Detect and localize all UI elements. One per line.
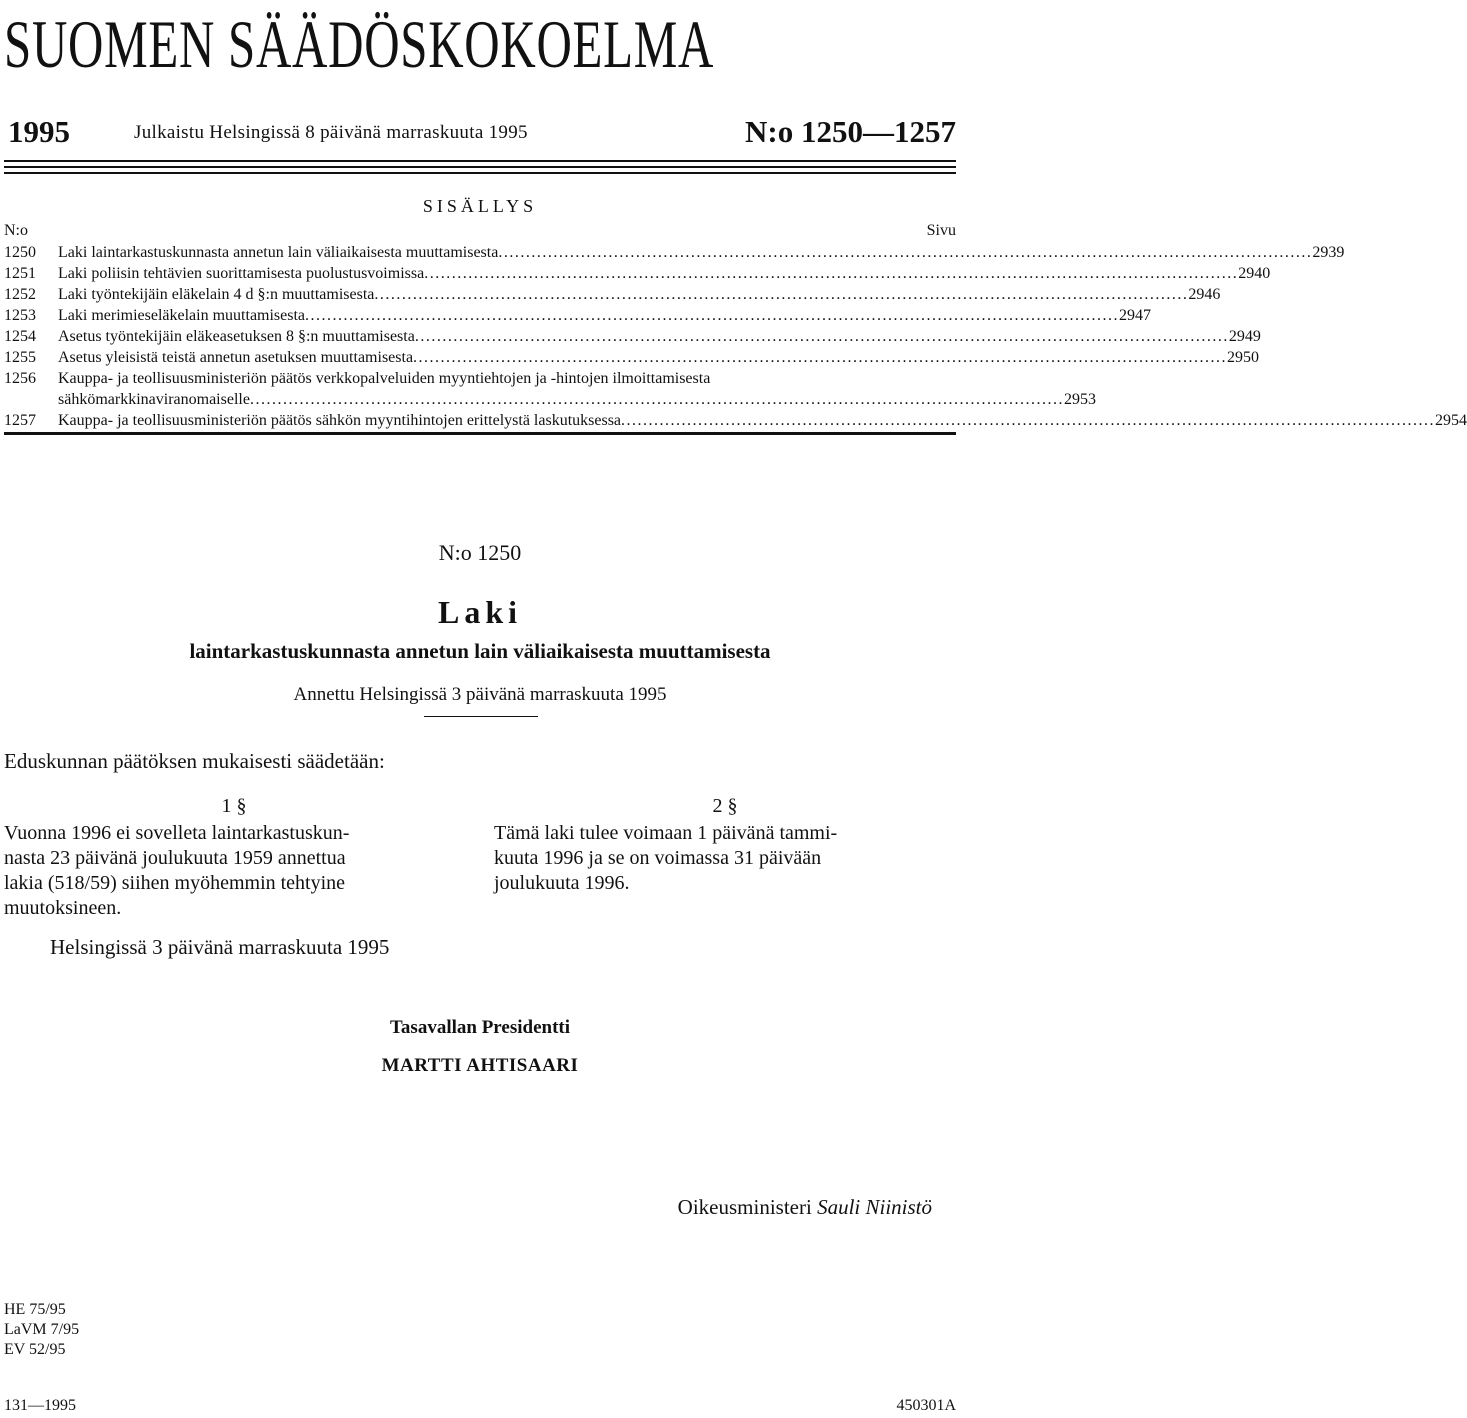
contents-item-number: 1253 bbox=[4, 307, 36, 324]
contents-col-number: N:o bbox=[4, 222, 28, 239]
contents-item-title: Laki poliisin tehtävien suorittamisesta puolustusvoimissa bbox=[58, 265, 425, 282]
contents-item-page: 2950 bbox=[1227, 349, 1260, 366]
issue-number-range: N:o 1250—1257 bbox=[745, 114, 956, 149]
publication-row bbox=[8, 112, 956, 152]
minister-title: Oikeusministeri bbox=[677, 1195, 812, 1219]
publication-year: 1995 bbox=[8, 114, 70, 149]
contents-item[interactable] bbox=[4, 410, 1467, 431]
contents-item-title: Laki merimieseläkelain muuttamisesta bbox=[58, 307, 306, 324]
section-line: Tämä laki tulee voimaan 1 päivänä tammi- bbox=[494, 822, 838, 844]
contents-column-headers bbox=[4, 220, 956, 242]
act-title: laintarkastuskunnasta annetun lain väliaikaisesta muuttamisesta bbox=[189, 639, 771, 663]
contents-item[interactable] bbox=[4, 305, 1152, 326]
reference-item: EV 52/95 bbox=[4, 1341, 66, 1358]
contents-item[interactable] bbox=[4, 284, 1221, 305]
contents-item[interactable] bbox=[4, 263, 1271, 284]
section-line: muutoksineen. bbox=[4, 897, 122, 919]
header-rule-3 bbox=[4, 172, 956, 174]
contents-item[interactable] bbox=[4, 242, 1345, 263]
contents-item-number: 1251 bbox=[4, 265, 36, 282]
signing-place-date: Helsingissä 3 päivänä marraskuuta 1995 bbox=[50, 935, 390, 959]
contents-item-number: 1254 bbox=[4, 328, 36, 345]
contents-item-number: 1255 bbox=[4, 349, 36, 366]
contents-item-page: 2953 bbox=[1063, 391, 1096, 408]
dot-leader: .................................................................................................................................................... bbox=[413, 349, 1228, 366]
section-heading: 2 § bbox=[712, 795, 738, 817]
contents-item-title: Kauppa- ja teollisuusministeriön päätös sähkön myyntihintojen erittelystä laskutuksessa bbox=[58, 412, 622, 429]
section-line: lakia (518/59) siihen myöhemmin tehtyine bbox=[4, 872, 346, 894]
section-2 bbox=[494, 792, 956, 896]
contents-item-title: Laki työntekijäin eläkelain 4 d §:n muuttamisesta bbox=[58, 286, 375, 303]
contents-item-number: 1250 bbox=[4, 244, 36, 261]
header-rule-2 bbox=[4, 166, 956, 168]
dot-leader: .................................................................................................................................................... bbox=[424, 265, 1239, 282]
dot-leader: .................................................................................................................................................... bbox=[305, 307, 1120, 324]
section-line: nasta 23 päivänä joulukuuta 1959 annettua bbox=[4, 847, 346, 869]
contents-item-page: 2939 bbox=[1312, 244, 1345, 261]
contents-item-page: 2946 bbox=[1188, 286, 1221, 303]
dot-leader: .................................................................................................................................................... bbox=[249, 391, 1064, 408]
dot-leader: .................................................................................................................................................... bbox=[374, 286, 1189, 303]
contents-item-page: 2940 bbox=[1238, 265, 1271, 282]
contents-item-title: Laki laintarkastuskunnasta annetun lain väliaikaisesta muuttamisesta bbox=[58, 244, 499, 261]
contents-item-page: 2947 bbox=[1119, 307, 1152, 324]
enacting-clause: Eduskunnan päätöksen mukaisesti säädetään: bbox=[4, 749, 385, 773]
reference-item: HE 75/95 bbox=[4, 1301, 66, 1318]
contents-item-number: 1256 bbox=[4, 370, 36, 387]
act-type: Laki bbox=[437, 594, 523, 630]
contents-item-page: 2949 bbox=[1228, 328, 1261, 345]
legislative-references bbox=[4, 1300, 79, 1360]
minister-signature bbox=[678, 1192, 932, 1222]
contents-item-title: Asetus yleisistä teistä annetun asetuksen muuttamisesta bbox=[58, 349, 414, 366]
contents-item-number: 1252 bbox=[4, 286, 36, 303]
contents-item[interactable] bbox=[4, 368, 1096, 410]
contents-col-page: Sivu bbox=[926, 222, 956, 239]
reference-item: LaVM 7/95 bbox=[4, 1321, 80, 1338]
minister-name: Sauli Niinistö bbox=[817, 1195, 932, 1219]
president-title: Tasavallan Presidentti bbox=[390, 1017, 570, 1038]
dot-leader: .................................................................................................................................................... bbox=[498, 244, 1313, 261]
contents-item[interactable] bbox=[4, 326, 1261, 347]
act-number: N:o 1250 bbox=[438, 540, 522, 565]
contents-item[interactable] bbox=[4, 347, 1260, 368]
dot-leader: .................................................................................................................................................... bbox=[414, 328, 1229, 345]
act-title-rule bbox=[424, 716, 538, 717]
section-1 bbox=[4, 792, 464, 921]
section-heading: 1 § bbox=[221, 795, 247, 817]
act-given-date: Annettu Helsingissä 3 päivänä marraskuuta 1995 bbox=[293, 684, 667, 705]
contents-item-title: Asetus työntekijäin eläkeasetuksen 8 §:n muuttamisesta bbox=[58, 328, 415, 345]
contents-title: SISÄLLYS bbox=[422, 196, 538, 216]
header-rule-1 bbox=[4, 160, 956, 162]
contents-end-rule bbox=[4, 432, 956, 435]
contents-list bbox=[4, 242, 1467, 431]
section-line: kuuta 1996 ja se on voimassa 31 päivään bbox=[494, 847, 822, 869]
contents-item-title-continued: sähkömarkkinaviranomaiselle bbox=[58, 391, 250, 408]
publication-info: Julkaistu Helsingissä 8 päivänä marraskuuta 1995 bbox=[134, 122, 528, 143]
section-line: joulukuuta 1996. bbox=[494, 872, 630, 894]
gazette-masthead: SUOMEN SÄÄDÖSKOKOELMA bbox=[4, 6, 715, 82]
footer-issue-code: 131—1995 bbox=[4, 1397, 76, 1414]
contents-item-number: 1257 bbox=[4, 412, 36, 429]
contents-item-title: Kauppa- ja teollisuusministeriön päätös verkkopalveluiden myyntiehtojen ja -hintojen ilmoittamisesta bbox=[58, 370, 711, 387]
dot-leader: .................................................................................................................................................... bbox=[621, 412, 1436, 429]
president-name: MARTTI AHTISAARI bbox=[381, 1055, 579, 1076]
footer-print-code: 450301A bbox=[896, 1397, 956, 1414]
section-line: Vuonna 1996 ei sovelleta laintarkastuskun- bbox=[4, 822, 350, 844]
contents-item-page: 2954 bbox=[1435, 412, 1467, 429]
